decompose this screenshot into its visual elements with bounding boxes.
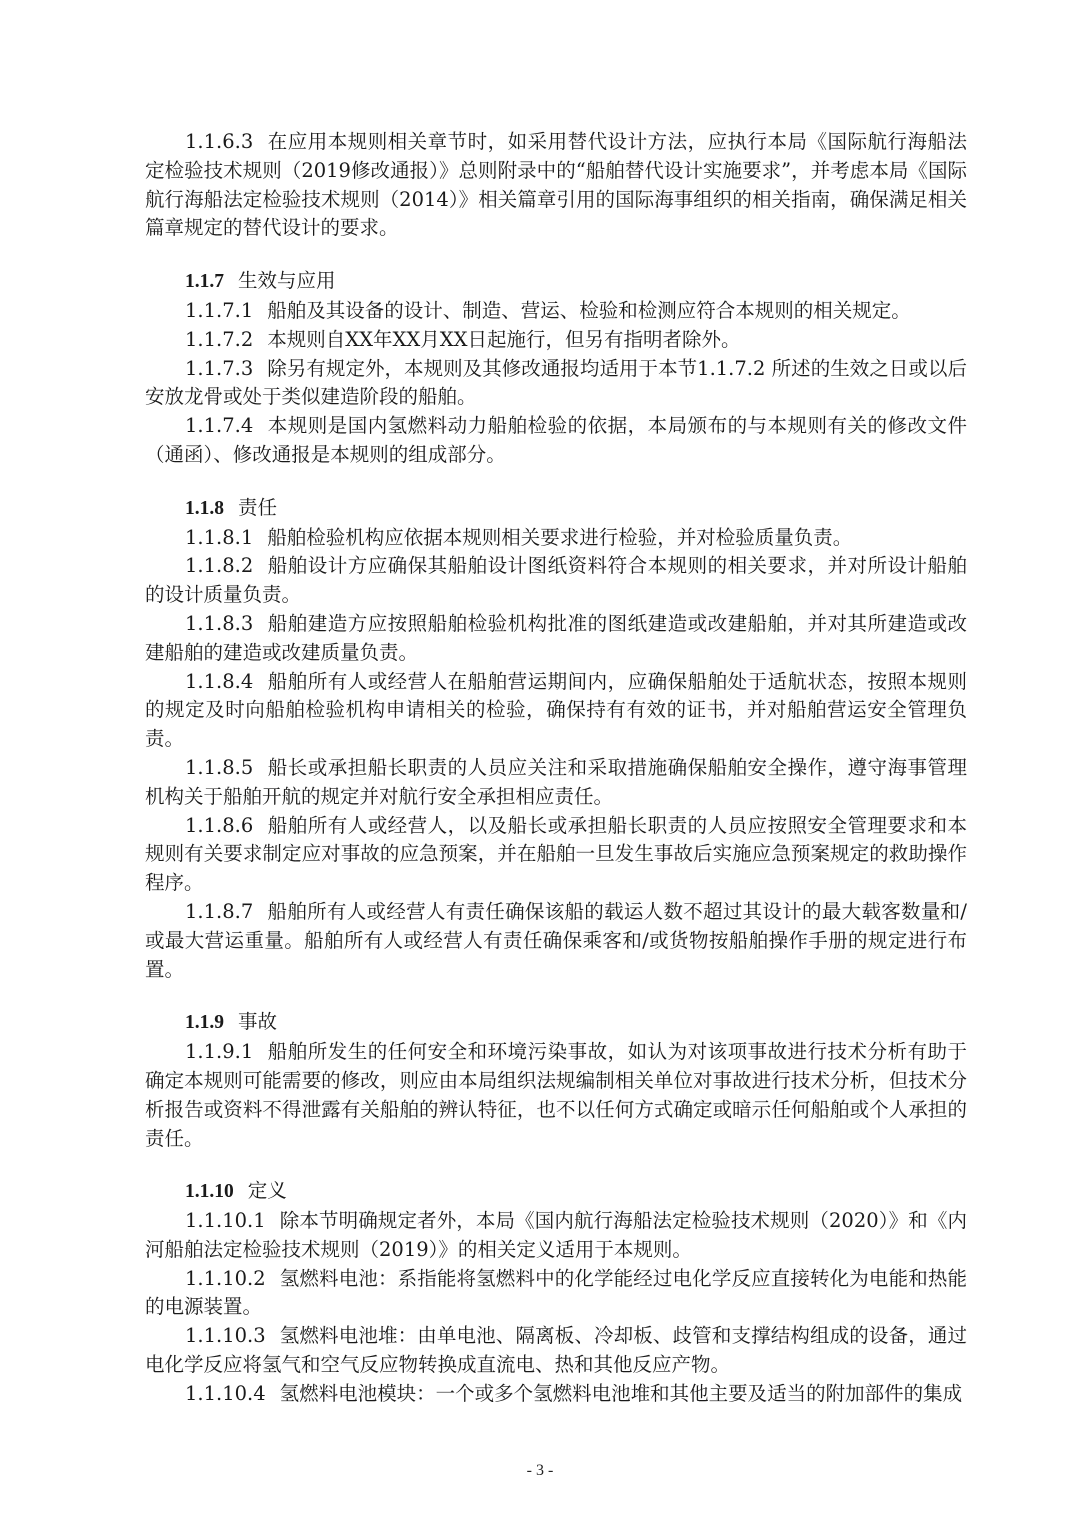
paragraph-1-1-8-6: 1.1.8.6 船舶所有人或经营人，以及船长或承担船长职责的人员应按照安全管理要求和本规则有关要求制定应对事故的应急预案，并在船舶一旦发生事故后实施应急预案规定的救助操作程序。 — [145, 813, 967, 895]
paragraph-1-1-8-2: 1.1.8.2 船舶设计方应确保其船舶设计图纸资料符合本规则的相关要求，并对所设计船舶的设计质量负责。 — [145, 554, 967, 607]
document-page — [145, 128, 967, 1409]
section-1-1-10 — [145, 1177, 967, 1408]
paragraph-1-1-7-2: 1.1.7.2 本规则自XX年XX月XX日起施行，但另有指明者除外。 — [185, 327, 741, 351]
paragraph-1-1-7-1: 1.1.7.1 船舶及其设备的设计、制造、营运、检验和检测应符合本规则的相关规定。 — [185, 298, 911, 322]
paragraph-1-1-10-1: 1.1.10.1 除本节明确规定者外，本局《国内航行海船法定检验技术规则（2020）》和《内河船舶法定检验技术规则（2019）》的相关定义适用于本规则。 — [145, 1209, 967, 1261]
clause-text: 在应用本规则相关章节时，如采用替代设计方法，应执行本局《国际航行海船法定检验技术规则（2019修改通报）》总则附录中的“船舶替代设计实施要求”，并考虑本局《国际航行海船法定检验技术规则（2014）》相关篇章引用的国际海事组织的相关指南，确保满足相关篇章规定的替代设计的要求。 — [145, 130, 967, 240]
paragraph-1-1-8-5: 1.1.8.5 船长或承担船长职责的人员应关注和采取措施确保船舶安全操作，遵守海事管理机构关于船舶开航的规定并对航行安全承担相应责任。 — [145, 755, 967, 808]
clause-number: 1.1.6.3 — [185, 130, 254, 153]
paragraph-1-1-8-4: 1.1.8.4 船舶所有人或经营人在船舶营运期间内，应确保船舶处于适航状态，按照本规则的规定及时向船舶检验机构申请相关的检验，确保持有有效的证书，并对船舶营运安全管理负责。 — [145, 669, 967, 751]
section-1-1-7 — [145, 267, 967, 470]
paragraph-1-1-8-7: 1.1.8.7 船舶所有人或经营人有责任确保该船的载运人数不超过其设计的最大载客数量和/或最大营运重量。船舶所有人或经营人有责任确保乘客和/或货物按船舶操作手册的规定进行布置。 — [145, 899, 967, 981]
section-1-1-9 — [145, 1008, 967, 1153]
paragraph-1-1-9-1: 1.1.9.1 船舶所发生的任何安全和环境污染事故，如认为对该项事故进行技术分析有助于确定本规则可能需要的修改，则应由本局组织法规编制相关单位对事故进行技术分析，但技术分析报告或资料不得泄露有关船舶的辨认特征，也不以任何方式确定或暗示任何船舶或个人承担的责任。 — [145, 1040, 967, 1150]
paragraph-1-1-6-3 — [145, 128, 967, 243]
paragraph-1-1-7-3: 1.1.7.3 除另有规定外，本规则及其修改通报均适用于本节1.1.7.2 所述的生效之日或以后安放龙骨或处于类似建造阶段的船舶。 — [145, 356, 967, 409]
paragraph-1-1-10-4: 1.1.10.4 氢燃料电池模块：一个或多个氢燃料电池堆和其他主要及适当的附加部件的集成 — [185, 1381, 963, 1405]
paragraph-1-1-8-3: 1.1.8.3 船舶建造方应按照船舶检验机构批准的图纸建造或改建船舶，并对其所建造或改建船舶的建造或改建质量负责。 — [145, 611, 967, 664]
section-heading: 1.1.9 事故 — [185, 1010, 278, 1034]
paragraph-1-1-10-3: 1.1.10.3 氢燃料电池堆：由单电池、隔离板、冷却板、歧管和支撑结构组成的设备，通过电化学反应将氢气和空气反应物转换成直流电、热和其他反应产物。 — [145, 1324, 967, 1377]
section-heading: 1.1.10 定义 — [185, 1179, 287, 1203]
section-1-1-8 — [145, 494, 967, 985]
paragraph-1-1-8-1: 1.1.8.1 船舶检验机构应依据本规则相关要求进行检验，并对检验质量负责。 — [185, 525, 853, 549]
section-heading: 1.1.7 生效与应用 — [185, 269, 336, 293]
page-number: - 3 - — [526, 1462, 554, 1479]
paragraph-1-1-7-4: 1.1.7.4 本规则是国内氢燃料动力船舶检验的依据，本局颁布的与本规则有关的修改文件（通函）、修改通报是本规则的组成部分。 — [145, 414, 967, 466]
paragraph-1-1-10-2: 1.1.10.2 氢燃料电池：系指能将氢燃料中的化学能经过电化学反应直接转化为电能和热能的电源装置。 — [145, 1266, 967, 1319]
section-heading: 1.1.8 责任 — [185, 495, 278, 519]
